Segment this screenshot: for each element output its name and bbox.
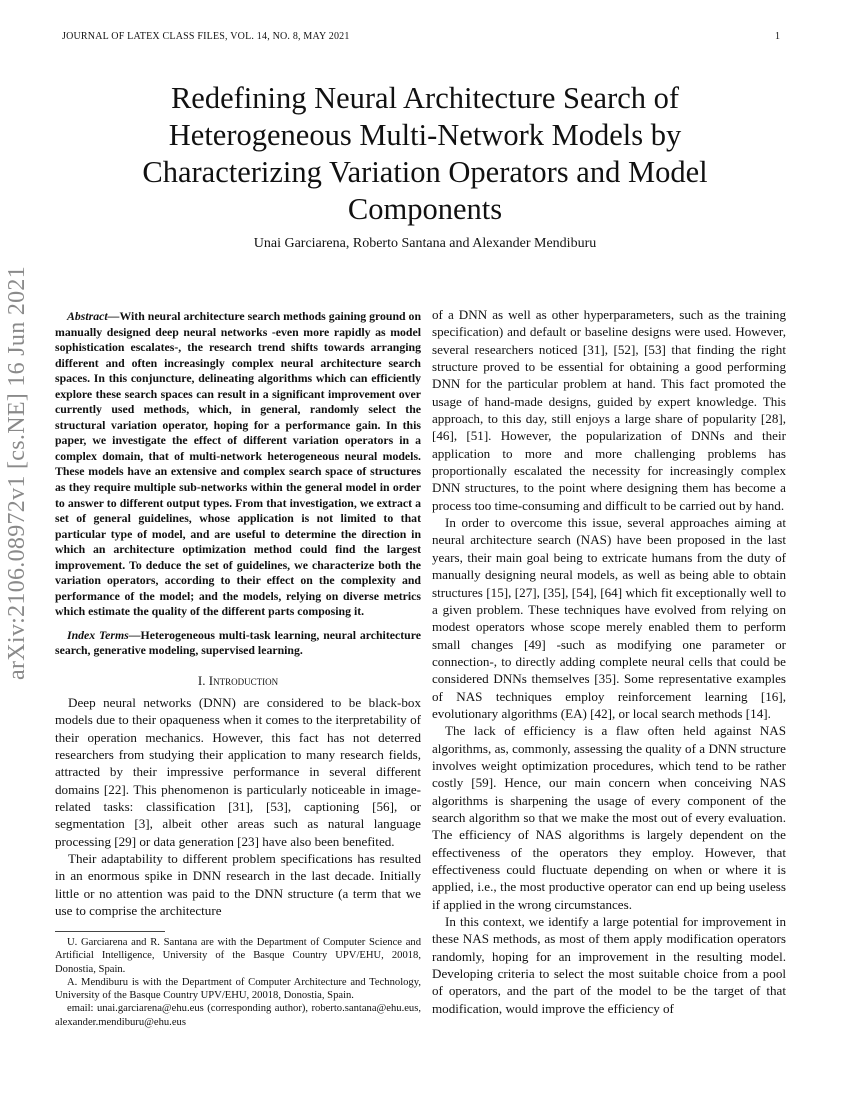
arxiv-stamp: arXiv:2106.08972v1 [cs.NE] 16 Jun 2021 xyxy=(4,265,30,680)
footnote: U. Garciarena and R. Santana are with the Department of Computer Science and Artificial Intelligence, University of the Basque Country UPV/EHU, 20018, Donostia, Spain. xyxy=(55,937,421,975)
footnotes xyxy=(55,936,421,1029)
running-header: JOURNAL OF LATEX CLASS FILES, VOL. 14, NO. 8, MAY 2021 xyxy=(62,31,350,42)
footnote: email: unai.garciarena@ehu.eus (corresponding author), roberto.santana@ehu.eus, alexander.mendiburu@ehu.eus xyxy=(55,1003,421,1028)
paragraph: Deep neural networks (DNN) are considered to be black-box models due to their opaqueness when it comes to the iterpretability of their operation mechanics. However, this fact has not deterred researchers from studying their application to many research fields, attracted by their impressive performance in several different domains [22]. This phenomenon is particularly noticeable in image-related tasks: classification [31], [53], captioning [56], or segmentation [3], albeit other areas such as natural language processing [29] or data generation [23] have also been benefited. xyxy=(55,695,421,849)
right-column xyxy=(432,306,786,1017)
authors: Unai Garciarena, Roberto Santana and Alexander Mendiburu xyxy=(253,236,597,251)
paragraph: In order to overcome this issue, several approaches aiming at neural architecture search (NAS) have been proposed in the last years, their main goal being to extricate humans from the duty of manually designing neural models, as well as being able to obtain structures [15], [27], [35], [54], [64] which fit exceptionally well to a given problem. These techniques have evolved from relying on modest operators whose scope merely enabled them to perform small changes [49] -such as modifying one parameter or connection-, to directly adding complete neural cells that could be considered DNNs themselves [35]. Some representative examples of NAS techniques employ reinforcement learning [16], evolutionary algorithms (EA) [42], or local search methods [14]. xyxy=(432,515,786,721)
paper-title: Redefining Neural Architecture Search of Heterogeneous Multi-Network Models by Characterizing Variation Operators and Model Components xyxy=(142,81,708,226)
footnote-rule xyxy=(55,931,165,932)
paragraph: The lack of efficiency is a flaw often held against NAS algorithms, as, commonly, assessing the quality of a DNN structure involves weight optimization procedures, which tend to be rather costly [59]. Hence, our main concern when conceiving NAS algorithms is sharpening the usage of every component of the search algorithm so that we make the most out of every evaluation. The efficiency of NAS algorithms is largely dependent on the effectiveness of the operators they employ. However, that effectiveness could fluctuate depending on when or where it is applied, i.e., the most productive operator can end up being useless if applied in the wrong circumstances. xyxy=(432,723,786,912)
left-column xyxy=(55,309,421,920)
section-heading: I. Introduction xyxy=(197,673,279,689)
index-terms-text: Heterogeneous multi-task learning, neural architecture search, generative modeling, supervised learning. xyxy=(55,627,421,658)
abstract-label: Abstract— xyxy=(67,309,120,323)
abstract-text: With neural architecture search methods gaining ground on manually designed deep neural networks -even more rapidly as model sophistication escalates-, the research trend shifts towards arranging different and often increasingly complex neural architecture search spaces. In this conjuncture, delineating algorithms which can efficiently explore these search spaces can result in a significant improvement over currently used methods, which, in general, randomly select the structural variation operator, hoping for a performance gain. In this paper, we investigate the effect of different variation operators in a complex domain, that of multi-network heterogeneous neural models. These models have an extensive and complex search space of structures as they require multiple sub-networks within the general model in order to answer to different output types. From that investigation, we extract a set of general guidelines, whose application is not limited to that particular type of model, and are useful to determine the direction in which an architecture optimization method could find the largest improvement. To deduce the set of guidelines, we characterize both the variation operators, according to their effect on the complexity and performance of the model; and the models, relying on diverse metrics which estimate the quality of the different parts composing it. xyxy=(55,309,421,619)
abstract xyxy=(55,309,421,620)
paragraph: of a DNN as well as other hyperparameters, such as the training specification) and default or baseline designs were used. However, several researchers noticed [31], [52], [53] that finding the right structure proved to be essential for obtaining a good performing DNN for the particular problem at hand. This fact promoted the usage of hand-made designs, guided by expert knowledge. This approach, to this day, still enjoys a large share of popularity [28], [46], [51]. However, the popularization of DNNs and their application to more and more challenging problems has proportionally escalated the necessity for increasingly complex DNN structures, to the point where designing them has become a process too time-consuming and difficult to be carried out by hand. xyxy=(432,307,786,513)
footnote: A. Mendiburu is with the Department of Computer Architecture and Technology, University of the Basque Country UPV/EHU, 20018, Donostia, Spain. xyxy=(55,976,421,1002)
paragraph: Their adaptability to different problem specifications has resulted in an enormous spike in DNN research in the last decade. Initially little or no attention was paid to the DNN structure (a term that we use to comprise the architecture xyxy=(55,851,421,919)
index-terms xyxy=(55,628,421,659)
page-number: 1 xyxy=(775,31,780,42)
index-terms-label: Index Terms— xyxy=(67,627,141,642)
paragraph: In this context, we identify a large potential for improvement in these NAS methods, as most of them apply modification operators randomly, hoping for an improvement in the resulting model. Developing criteria to select the most suitable choice from a pool of operators, and the part of the model to be the target of that modification, would improve the efficiency of xyxy=(432,914,786,1016)
